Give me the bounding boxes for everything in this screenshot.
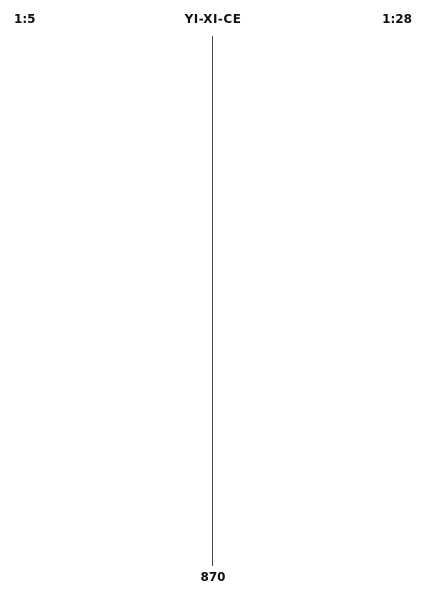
book-title: YI-XI-CE [184, 12, 242, 26]
start-reference: 1:5 [14, 12, 36, 26]
page-number: 870 [200, 570, 226, 584]
column-divider [212, 36, 213, 566]
left-text-column [12, 36, 210, 566]
right-text-column [214, 36, 412, 566]
end-reference: 1:28 [382, 12, 412, 26]
page-header [14, 12, 412, 32]
